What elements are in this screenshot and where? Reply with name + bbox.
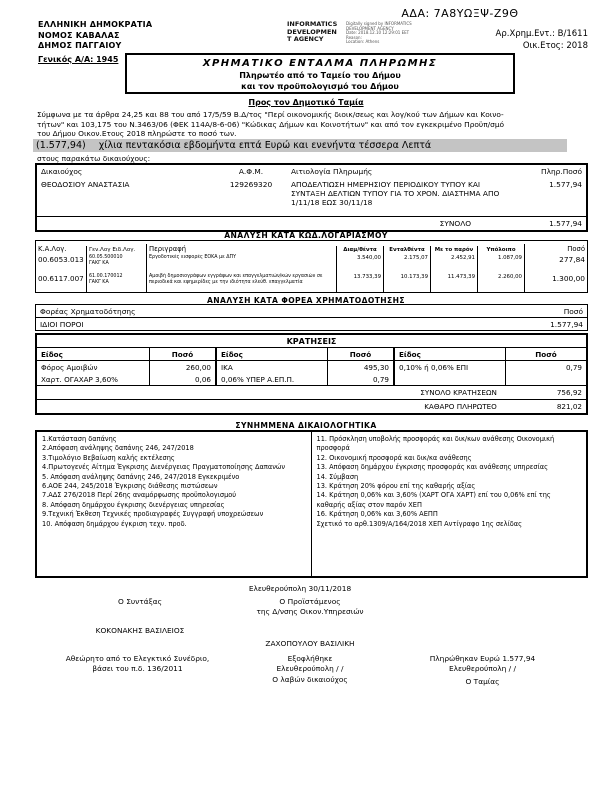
stamp-line: INFORMATICS bbox=[287, 20, 338, 28]
total-amount: 1.577,94 bbox=[549, 219, 582, 228]
paid-place-date: Ελευθερούπολη / / bbox=[448, 664, 517, 673]
deduction-type bbox=[393, 373, 505, 385]
attachment-item: 10. Απόφαση δημάρχου έγκριση τεχν. προδ. bbox=[42, 519, 187, 528]
general-serial-number: Γενικός Α/Α: 1945 bbox=[38, 55, 119, 64]
row-amount: 277,84 bbox=[524, 254, 587, 273]
deduction-amount bbox=[505, 373, 586, 385]
beneficiary-name: ΘΕΟΔΟΣΙΟΥ ΑΝΑΣΤΑΣΙΑ bbox=[41, 180, 130, 189]
attachment-item: 9.Τεχνική Έκθεση Τεχνικές προδιαγραφές Συγγραφή υποχρεώσεων bbox=[42, 510, 264, 519]
account-code: 00.6117.007 bbox=[38, 274, 84, 283]
attachment-item: 6.ΑΟΕ 244, 245/2018 Έγκρισης διάθεσης πιστώσεων bbox=[42, 482, 218, 491]
paid-off-label: Εξοφλήθηκε bbox=[287, 654, 333, 663]
audit-exemption-line: Αθεώρητο από το Ελεγκτικό Συνέδριο, bbox=[65, 654, 210, 663]
digital-signature-details bbox=[346, 22, 416, 45]
legal-basis-paragraph bbox=[37, 110, 589, 139]
beneficiaries-intro: στους παρακάτω δικαιούχους: bbox=[37, 154, 151, 163]
col-header-amount: Ποσό bbox=[149, 348, 215, 360]
deduction-amount: 260,00 bbox=[149, 361, 215, 373]
attachment-item: 7.ΑΔΣ 276/2018 Περί 26ης αναμόρφωσης προϋπολογισμού bbox=[42, 491, 237, 500]
analysis-section-title: ΑΝΑΛΥΣΗ ΚΑΤΑ ΚΩΔ.ΛΟΓΑΡΙΑΣΜΟΥ bbox=[224, 231, 388, 240]
attachment-item: 13. Κράτηση 20% φόρου επί της καθαρής αξίας bbox=[316, 482, 476, 491]
deduction-type: Χαρτ. ΟΓΑΧΑΡ 3,60% bbox=[41, 374, 118, 384]
gen-code-sub: ΓΑΚΓ ΚΑ bbox=[89, 261, 109, 266]
gen-code: 60.05.500010 bbox=[89, 255, 123, 260]
attachment-item: 8. Απόφαση δημάρχου έγκρισης διενέργειας υπηρεσίας bbox=[42, 500, 225, 509]
formed-amount: 3.540,00 bbox=[336, 254, 383, 273]
ordered-amount: 10.173,39 bbox=[383, 273, 430, 292]
col-header-with-present: Με το παρόν bbox=[430, 246, 477, 254]
attachment-item: 14. Κράτηση 0,06% και 3,60% (ΧΑΡΤ ΟΓΑ ΧΑΡΤ) επί του 0,06% επί της καθαρής αξίας στον παρόν ΧΕΠ bbox=[316, 491, 551, 509]
balance-amount: 1.087,09 bbox=[477, 254, 524, 273]
funding-header-row bbox=[36, 305, 587, 317]
legal-line: τήτων" και 103,175 του Ν.3463/06 (ΦΕΚ 114Α/8-6-06) "Κώδικας Δήμων και Κοινοτήτων" και από τον εγκεκριμένο Προϋπ/σμό bbox=[37, 119, 505, 129]
attachment-item: 11. Πρόσκληση υποβολής προσφοράς και δικ/κων ανάθεσης Οικονομική προσφορά bbox=[316, 435, 555, 453]
beneficiary-afm: 129269320 bbox=[229, 180, 273, 189]
supervisor-label: Ο Προϊστάμενος bbox=[279, 597, 341, 606]
stamp-line: DEVELOPMEN bbox=[287, 27, 337, 36]
col-header-amount: Ποσό bbox=[505, 348, 586, 360]
attachment-item: 3.Τιμολόγιο Βεβαίωση καλής εκτέλεσης bbox=[42, 453, 175, 462]
attachments-left-column bbox=[37, 432, 312, 576]
deductions-row bbox=[37, 361, 586, 373]
payee-label: Ο λαβών δικαιούχος bbox=[272, 675, 348, 684]
composer-name: ΚΟΚΟΝΑΚΗΣ ΒΑΣΙΛΕΙΟΣ bbox=[95, 626, 185, 635]
deduction-type: 0,06% ΥΠΕΡ Α.ΕΠ.Π. bbox=[215, 373, 327, 385]
paid-off-place-date: Ελευθερούπολη / / bbox=[276, 664, 344, 673]
account-code: 00.6053.013 bbox=[38, 255, 84, 264]
deductions-row bbox=[37, 373, 586, 385]
supervisor-department: της Δ/νσης Οικον.Υπηρεσιών bbox=[256, 607, 364, 616]
gen-code: 61.00.170012 bbox=[89, 274, 123, 279]
col-header-amount: Ποσό bbox=[524, 244, 587, 254]
digital-signature-stamp bbox=[287, 21, 337, 44]
signature-detail-line: Digitally signed by INFORMATICS DEVELOPMENT AGENCY bbox=[346, 21, 412, 31]
payment-reason: ΑΠΟΔΕΛΤΙΩΣΗ ΗΜΕΡΗΣΙΟΥ ΠΕΡΙΟΔΙΚΟΥ ΤΥΠΟΥ ΚΑΙ ΣΥΝΤΑΞΗ ΔΕΛΤΙΩΝ ΤΥΠΟΥ ΓΙΑ ΤΟ ΧΡΟΝ. ΔΙΑΣΤΗΜΑ ΑΠΟ 1/11/18 ΕΩΣ 30/11/18 bbox=[291, 180, 500, 207]
beneficiary-table-header bbox=[37, 165, 586, 178]
amount-numeric: (1.577,94) bbox=[36, 140, 86, 151]
deductions-total-label: ΣΥΝΟΛΟ ΚΡΑΤΗΣΕΩΝ bbox=[420, 388, 497, 397]
signature-detail-line: Date: 2018.12.10 12:29:01 EET bbox=[346, 30, 410, 36]
col-header-reason: Αιτιολογία Πληρωμής bbox=[291, 167, 373, 176]
deductions-total-row bbox=[37, 385, 586, 399]
analysis-row bbox=[36, 254, 587, 273]
treasurer-label: Ο Ταμίας bbox=[465, 677, 500, 686]
supervisor-name: ΖΑΧΟΠΟΥΛΟΥ ΒΑΣΙΛΙΚΗ bbox=[265, 639, 355, 648]
col-header-type: Είδος bbox=[393, 348, 505, 360]
audit-exemption-line: βάσει του π.δ. 136/2011 bbox=[92, 664, 183, 673]
col-header-description: Περιγραφή bbox=[146, 244, 336, 254]
legal-line: του Δήμου Οικον.Ετους 2018 πληρώστε το ποσό των. bbox=[37, 129, 237, 139]
amount-in-words: χίλια πεντακόσια εβδομήντα επτά Ευρώ και ενενήντα τέσσερα Λεπτά bbox=[98, 140, 432, 151]
document-title: ΧΡΗΜΑΤΙΚΟ ΕΝΤΑΛΜΑ ΠΛΗΡΩΜΗΣ bbox=[202, 58, 438, 69]
deduction-amount: 0,06 bbox=[149, 373, 215, 385]
analysis-header-row bbox=[36, 241, 587, 254]
attachment-item: 4.Πρωτογενές Αίτημα Έγκρισης Διενέργειας Πραγματοποίησης Δαπανών bbox=[42, 463, 286, 472]
composer-label: Ο Συντάξας bbox=[118, 597, 162, 606]
deduction-amount: 0,79 bbox=[327, 373, 393, 385]
funding-table bbox=[35, 304, 588, 331]
row-amount: 1.300,00 bbox=[524, 273, 587, 292]
col-header-amount: Ποσό bbox=[563, 306, 583, 316]
net-payable-label: ΚΑΘΑΡΟ ΠΛΗΡΩΤΕΟ bbox=[424, 402, 497, 411]
attachments-box bbox=[35, 430, 588, 578]
account-analysis-table bbox=[35, 240, 588, 293]
col-header-beneficiary: Δικαιούχος bbox=[41, 167, 83, 176]
funding-source: ΙΔΙΟΙ ΠΟΡΟΙ bbox=[40, 319, 84, 329]
col-header-type: Είδος bbox=[41, 349, 63, 359]
total-label: ΣΥΝΟΛΟ bbox=[439, 219, 472, 228]
balance-amount: 2.260,00 bbox=[477, 273, 524, 292]
place-and-date: Ελευθερούπολη 30/11/2018 bbox=[248, 584, 352, 593]
authority-line: ΝΟΜΟΣ ΚΑΒΑΛΑΣ bbox=[38, 30, 120, 40]
col-header-balance: Υπόλοιπο bbox=[477, 246, 524, 254]
col-header-amount: Ποσό bbox=[327, 348, 393, 360]
col-header-genlog: Γεν.Λογ Ειδ.Λογ. bbox=[86, 246, 146, 254]
payment-amount: 1.577,94 bbox=[549, 180, 582, 189]
formed-amount: 13.733,39 bbox=[336, 273, 383, 292]
authority-line: ΕΛΛΗΝΙΚΗ ΔΗΜΟΚΡΑΤΙΑ bbox=[38, 20, 153, 29]
funding-section-title: ΑΝΑΛΥΣΗ ΚΑΤΑ ΦΟΡΕΑ ΧΡΗΜΑΤΟΔΟΤΗΣΗΣ bbox=[207, 296, 405, 305]
col-header-funding-source: Φορέας Χρηματοδότησης bbox=[40, 306, 136, 316]
legal-line: Σύμφωνα με τα άρθρα 24,25 και 88 του από 17/5/59 Β.Δ/τος "Περί οικονομικής διοικ/σεως και λογ/κού των Δήμων και Κοινο- bbox=[37, 110, 504, 119]
deduction-amount: 0,79 bbox=[505, 361, 586, 373]
account-description: Εργοδοτικές εισφορές ΕΟΚΑ με ΔΠΥ bbox=[146, 254, 336, 273]
attachment-item: 13. Απόφαση δημάρχου έγκρισης προσφοράς και ανάθεσης υπηρεσίας bbox=[316, 463, 548, 472]
attachment-item: 12. Οικονομική προσφορά και δικ/κα ανάθεσης bbox=[316, 453, 472, 462]
fiscal-year: Οικ.Ετος: 2018 bbox=[522, 41, 588, 51]
col-header-type: Είδος bbox=[215, 348, 327, 360]
addressee-line: Προς τον Δημοτικό Ταμία bbox=[248, 98, 364, 107]
document-subtitle: και τον προϋπολογισμό του Δήμου bbox=[241, 82, 399, 91]
deductions-total-amount: 756,92 bbox=[556, 388, 582, 397]
deductions-header-row bbox=[37, 348, 586, 361]
ada-code: ΑΔΑ: 7Α8ΥΩΞΨ-Ζ9Θ bbox=[401, 7, 519, 20]
attachment-item: 1.Κατάσταση δαπάνης bbox=[42, 435, 117, 443]
deduction-amount: 495,30 bbox=[327, 361, 393, 373]
net-payable-amount: 821,02 bbox=[556, 402, 582, 411]
attachment-item: Σχετικό το αρθ.1309/Α/164/2018 ΧΕΠ Αντίγραφο 1ης σελίδας bbox=[316, 519, 522, 528]
paid-amount-line: Πληρώθηκαν Ευρώ 1.577,94 bbox=[429, 654, 536, 663]
attachment-item: 5. Απόφαση ανάληψης δαπάνης 246, 247/2018 Εγκεκριμένο bbox=[42, 472, 240, 481]
funding-amount: 1.577,94 bbox=[550, 319, 583, 329]
deduction-type: ΙΚΑ bbox=[215, 361, 327, 373]
signature-detail-line: Location: Athens bbox=[346, 39, 380, 45]
ordered-amount: 2.175,07 bbox=[383, 254, 430, 273]
attachments-right-column bbox=[312, 432, 587, 576]
deduction-type: Φόρος Αμοιβών bbox=[41, 362, 98, 372]
beneficiary-total-row bbox=[37, 216, 586, 230]
amount-highlight bbox=[33, 139, 567, 152]
document-title-box bbox=[125, 53, 515, 94]
net-payable-row bbox=[37, 399, 586, 413]
warrant-number: Αρ.Χρημ.Εντ.: Β/1611 bbox=[495, 29, 588, 39]
col-header-amount: Πληρ.Ποσό bbox=[541, 167, 582, 176]
col-header-formed: Διαμ/θέντα bbox=[336, 246, 383, 254]
col-header-ka: Κ.Α.Λογ. bbox=[38, 245, 67, 253]
stamp-line: T AGENCY bbox=[287, 35, 324, 43]
analysis-row bbox=[36, 273, 587, 292]
general-ledger-code bbox=[86, 273, 146, 292]
beneficiary-row bbox=[37, 178, 586, 216]
beneficiary-table bbox=[35, 163, 588, 232]
col-header-ordered: Ενταλθέντα bbox=[383, 246, 430, 254]
deduction-type: 0,10% ή 0,06% ΕΠΙ bbox=[393, 361, 505, 373]
general-ledger-code bbox=[86, 254, 146, 273]
document-subtitle: Πληρωτέο από το Ταμείο του Δήμου bbox=[239, 71, 401, 80]
account-description: Αμοιβή δημοσιογράφων εγγράφων και επαγγελματιών/κών εργασιών σε περιοδικά και εφημερίδες με την ιδιότητα ελεύθ. επαγγελματία bbox=[146, 273, 336, 292]
with-present-amount: 2.452,91 bbox=[430, 254, 477, 273]
deductions-table bbox=[35, 333, 588, 415]
signature-detail-line: Reason: bbox=[346, 34, 362, 40]
deductions-title: ΚΡΑΤΗΣΕΙΣ bbox=[37, 335, 586, 348]
attachments-section-title: ΣΥΝΗΜΜΕΝΑ ΔΙΚΑΙΟΛΟΓΗΤΙΚΑ bbox=[235, 421, 377, 430]
attachment-item: 14. Σύμβαση bbox=[316, 472, 359, 481]
col-header-afm: Α.Φ.Μ. bbox=[238, 167, 264, 176]
attachment-item: 2.Απόφαση ανάληψης δαπάνης 246, 247/2018 bbox=[42, 444, 194, 453]
attachment-item: 16. Κράτηση 0,06% και 3,60% ΑΕΠΠ bbox=[316, 510, 438, 519]
funding-row bbox=[36, 317, 587, 330]
authority-line: ΔΗΜΟΣ ΠΑΓΓΑΙΟΥ bbox=[38, 41, 122, 50]
issuing-authority-block bbox=[38, 20, 152, 52]
with-present-amount: 11.473,39 bbox=[430, 273, 477, 292]
gen-code-sub: ΓΑΚΓ ΚΑ bbox=[89, 280, 109, 285]
